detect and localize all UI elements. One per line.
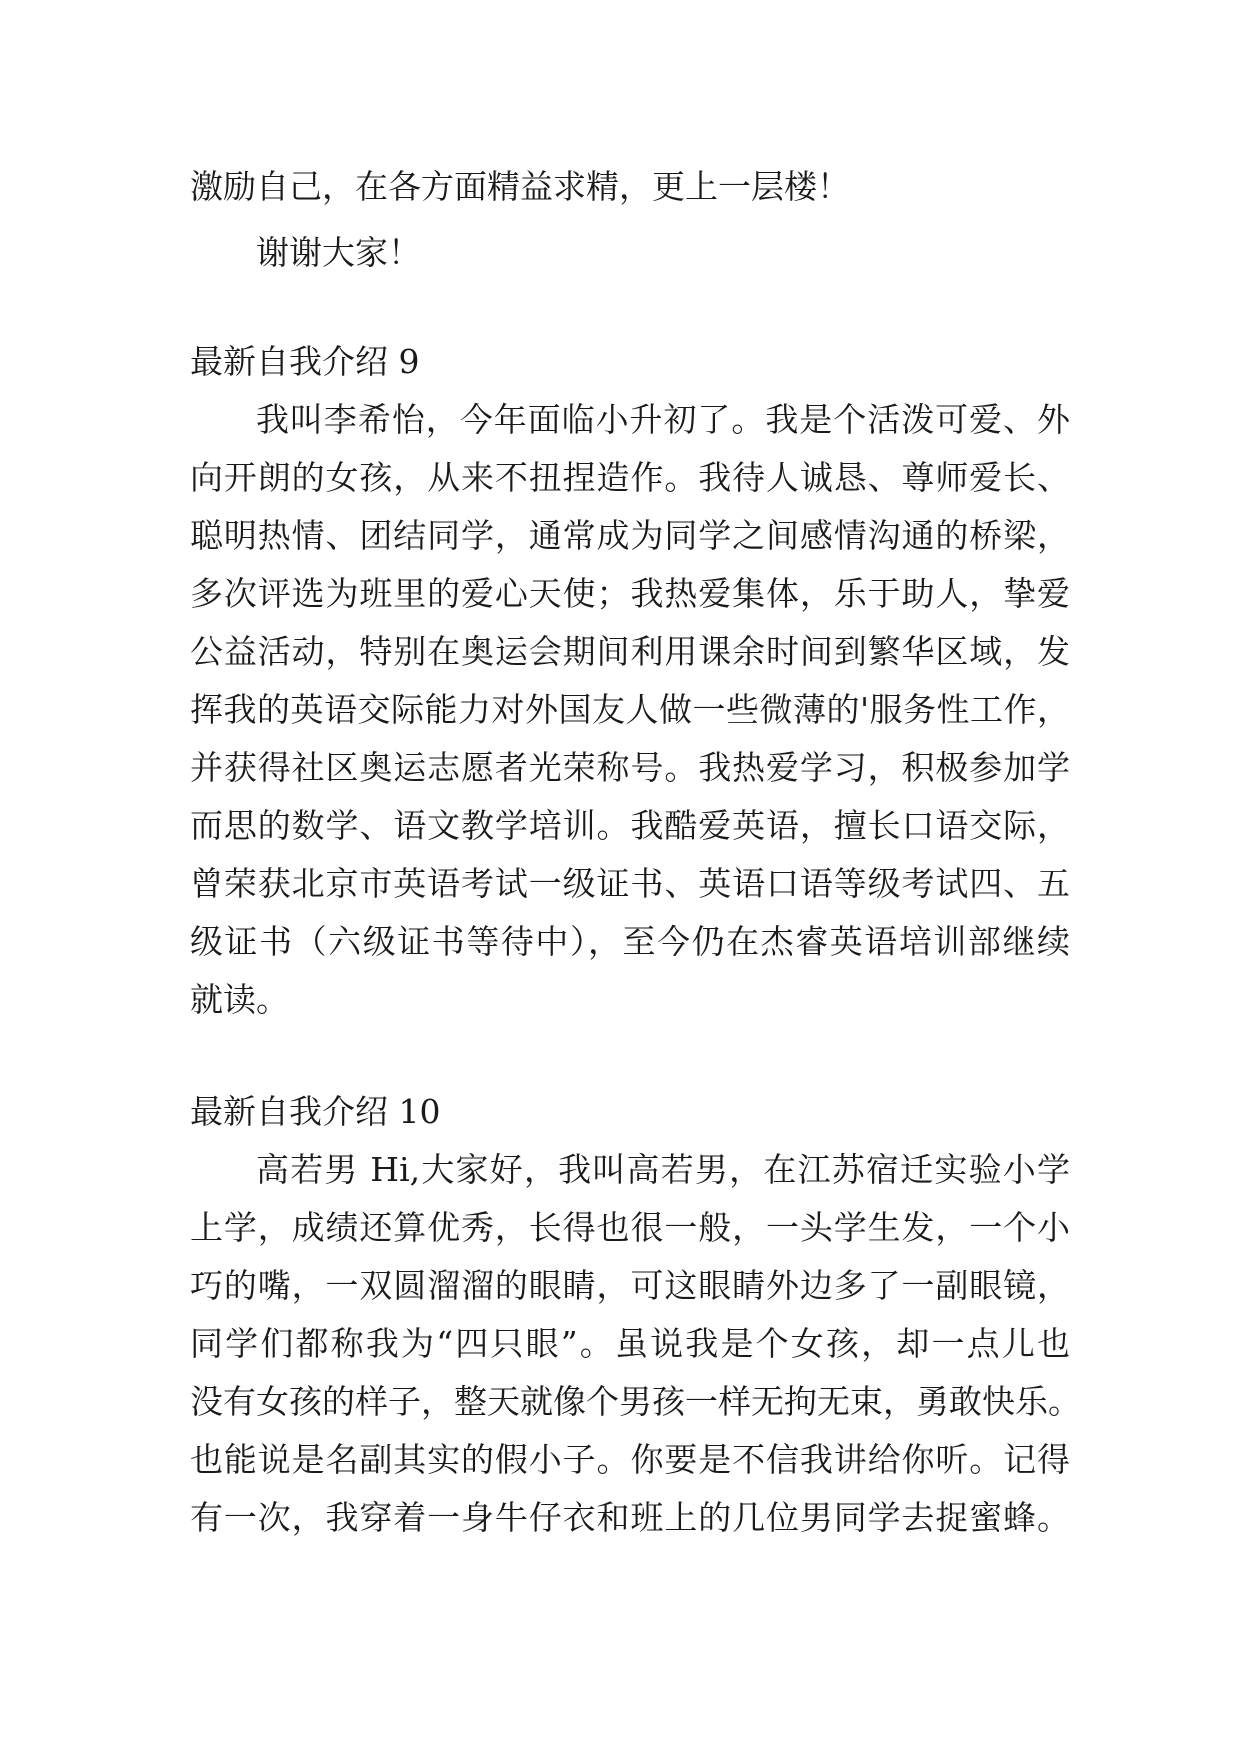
paragraph-line: 有一次，我穿着一身牛仔衣和班上的几位男同学去捉蜜蜂。 (190, 1498, 1070, 1537)
paragraph-line: 就读。 (190, 980, 289, 1019)
paragraph-line: 而思的数学、语文教学培训。我酷爱英语，擅长口语交际， (190, 806, 1070, 845)
paragraph-line: 也能说是名副其实的假小子。你要是不信我讲给你听。记得 (190, 1440, 1070, 1479)
closing-thanks: 谢谢大家！ (256, 233, 421, 272)
paragraph-line: 上学，成绩还算优秀，长得也很一般，一头学生发，一个小 (190, 1208, 1070, 1247)
paragraph-line: 并获得社区奥运志愿者光荣称号。我热爱学习，积极参加学 (190, 748, 1070, 787)
paragraph-line: 级证书（六级证书等待中），至今仍在杰睿英语培训部继续 (190, 922, 1070, 961)
paragraph-line: 多次评选为班里的爱心天使；我热爱集体，乐于助人，挚爱 (190, 574, 1070, 613)
section-heading: 最新自我介绍 9 (190, 342, 420, 381)
section-heading: 最新自我介绍 10 (190, 1092, 441, 1131)
paragraph-line: 同学们都称我为“四只眼”。虽说我是个女孩，却一点儿也 (190, 1324, 1070, 1363)
paragraph-line: 挥我的英语交际能力对外国友人做一些微薄的'服务性工作， (190, 690, 1070, 729)
paragraph-line: 激励自己，在各方面精益求精，更上一层楼！ (190, 167, 850, 206)
paragraph-line: 没有女孩的样子，整天就像个男孩一样无拘无束，勇敢快乐。 (190, 1382, 1081, 1421)
paragraph-line: 我叫李希怡，今年面临小升初了。我是个活泼可爱、外 (256, 400, 1070, 439)
paragraph-line: 公益活动，特别在奥运会期间利用课余时间到繁华区域，发 (190, 632, 1070, 671)
paragraph-line: 高若男 Hi,大家好，我叫高若男，在江苏宿迁实验小学 (256, 1150, 1070, 1189)
paragraph-line: 巧的嘴，一双圆溜溜的眼睛，可这眼睛外边多了一副眼镜， (190, 1266, 1070, 1305)
paragraph-line: 曾荣获北京市英语考试一级证书、英语口语等级考试四、五 (190, 864, 1070, 903)
paragraph-line: 聪明热情、团结同学，通常成为同学之间感情沟通的桥梁， (190, 516, 1070, 555)
paragraph-line: 向开朗的女孩，从来不扭捏造作。我待人诚恳、尊师爱长、 (190, 458, 1070, 497)
